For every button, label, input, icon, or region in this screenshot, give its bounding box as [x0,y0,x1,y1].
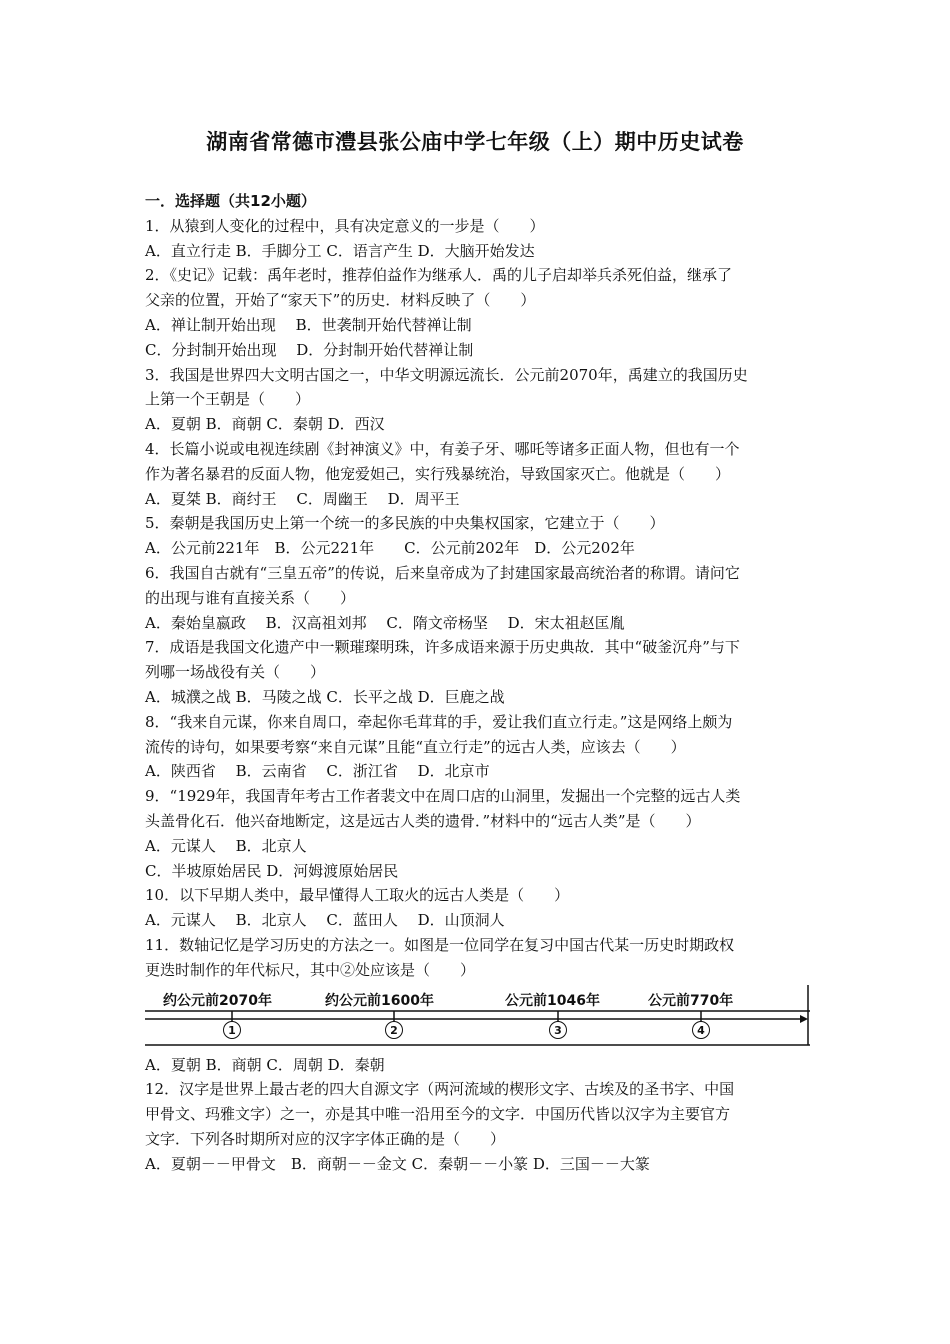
text-line: A．陕西省 B．云南省 C．浙江省 D．北京市 [145,762,490,781]
text-line: 7．成语是我国文化遗产中一颗璀璨明珠，许多成语来源于历史典故．其中“破釜沉舟”与下 [145,638,740,657]
text-line: A．禅让制开始出现 B．世袭制开始代替禅让制 [145,315,472,334]
timeline-label-3: 公元前1046年 [505,992,600,1009]
text-line: A．公元前221年 B．公元221年 C．公元前202年 D．公元202年 [145,539,635,558]
text-line: A．夏朝－－甲骨文 B．商朝－－金文 C．秦朝－－小篆 D．三国－－大篆 [145,1154,650,1173]
text-line: 5．秦朝是我国历史上第一个统一的多民族的中央集权国家，它建立于（ ） [145,514,665,533]
question-block-11-12 [145,1053,810,1177]
timeline-mark-1: 1 [223,1021,241,1039]
timeline-mark-3: 3 [549,1021,567,1039]
text-line: 上第一个王朝是（ ） [145,390,311,409]
text-line: 流传的诗句，如果要考察“来自元谋”且能“直立行走”的远古人类，应该去（ ） [145,737,686,756]
text-line: A．直立行走 B．手脚分工 C．语言产生 D．大脑开始发达 [145,241,535,260]
timeline-label-1: 约公元前2070年 [163,992,272,1009]
text-line: A．夏朝 B．商朝 C．周朝 D．秦朝 [145,1055,385,1074]
exam-content [145,189,810,1176]
question-block-1-11 [145,214,810,983]
text-line: A．元谋人 B．北京人 [145,836,307,855]
text-line: A．夏桀 B．商纣王 C．周幽王 D．周平王 [145,489,460,508]
text-line: 6．我国自古就有“三皇五帝”的传说，后来皇帝成为了封建国家最高统治者的称谓。请问它 [145,563,740,582]
text-line: 父亲的位置，开始了“家天下”的历史．材料反映了（ ） [145,291,536,310]
timeline-arrow-head [800,1015,808,1023]
text-line: C．半坡原始居民 D．河姆渡原始居民 [145,861,399,880]
text-line: 头盖骨化石．他兴奋地断定，这是远古人类的遗骨．”材料中的“远古人类”是（ ） [145,811,701,830]
text-line: 作为著名暴君的反面人物，他宠爱妲己，实行残暴统治，导致国家灭亡。他就是（ ） [145,464,731,483]
text-line: 3．我国是世界四大文明古国之一，中华文明源远流长．公元前2070年，禹建立的我国历史 [145,365,748,384]
text-line: 甲骨文、玛雅文字）之一，亦是其中唯一沿用至今的文字．中国历代皆以汉字为主要官方 [145,1105,731,1124]
timeline-figure [145,985,810,1049]
text-line: 4．长篇小说或电视连续剧《封神演义》中，有姜子牙、哪吒等诸多正面人物，但也有一个 [145,439,740,458]
text-line: 2．《史记》记载：禹年老时，推荐伯益作为继承人．禹的儿子启却举兵杀死伯益，继承了 [145,266,733,285]
text-line: 的出现与谁有直接关系（ ） [145,588,356,607]
timeline-mark-4: 4 [692,1021,710,1039]
text-line: 列哪一场战役有关（ ） [145,663,326,682]
page-title: 湖南省常德市澧县张公庙中学七年级（上）期中历史试卷 [206,130,744,154]
text-line: A．秦始皇嬴政 B．汉高祖刘邦 C．隋文帝杨坚 D．宋太祖赵匡胤 [145,613,625,632]
timeline-label-4: 公元前770年 [648,992,734,1009]
section-heading: 一．选择题（共12小题） [145,192,316,210]
text-line: A．元谋人 B．北京人 C．蓝田人 D．山顶洞人 [145,911,505,930]
text-line: 更迭时制作的年代标尺，其中②处应该是（ ） [145,960,476,979]
text-line: A．夏朝 B．商朝 C．秦朝 D．西汉 [145,415,385,434]
text-line: 10．以下早期人类中，最早懂得人工取火的远古人类是（ ） [145,886,570,905]
text-line: 8．“我来自元谋，你来自周口，牵起你毛茸茸的手，爱让我们直立行走。”这是网络上颇为 [145,712,733,731]
timeline-label-2: 约公元前1600年 [325,992,434,1009]
text-line: A．城濮之战 B．马陵之战 C．长平之战 D．巨鹿之战 [145,687,505,706]
text-line: 文字．下列各时期所对应的汉字字体正确的是（ ） [145,1129,506,1148]
text-line: 12．汉字是世界上最古老的四大自源文字（两河流域的楔形文字、古埃及的圣书字、中国 [145,1080,735,1099]
text-line: 9．“1929年，我国青年考古工作者裴文中在周口店的山洞里，发掘出一个完整的远古人类 [145,787,741,806]
text-line: 11．数轴记忆是学习历史的方法之一。如图是一位同学在复习中国古代某一历史时期政权 [145,935,735,954]
text-line: 1．从猿到人变化的过程中，具有决定意义的一步是（ ） [145,216,545,235]
timeline-mark-2: 2 [385,1021,403,1039]
text-line: C．分封制开始出现 D．分封制开始代替禅让制 [145,340,474,359]
